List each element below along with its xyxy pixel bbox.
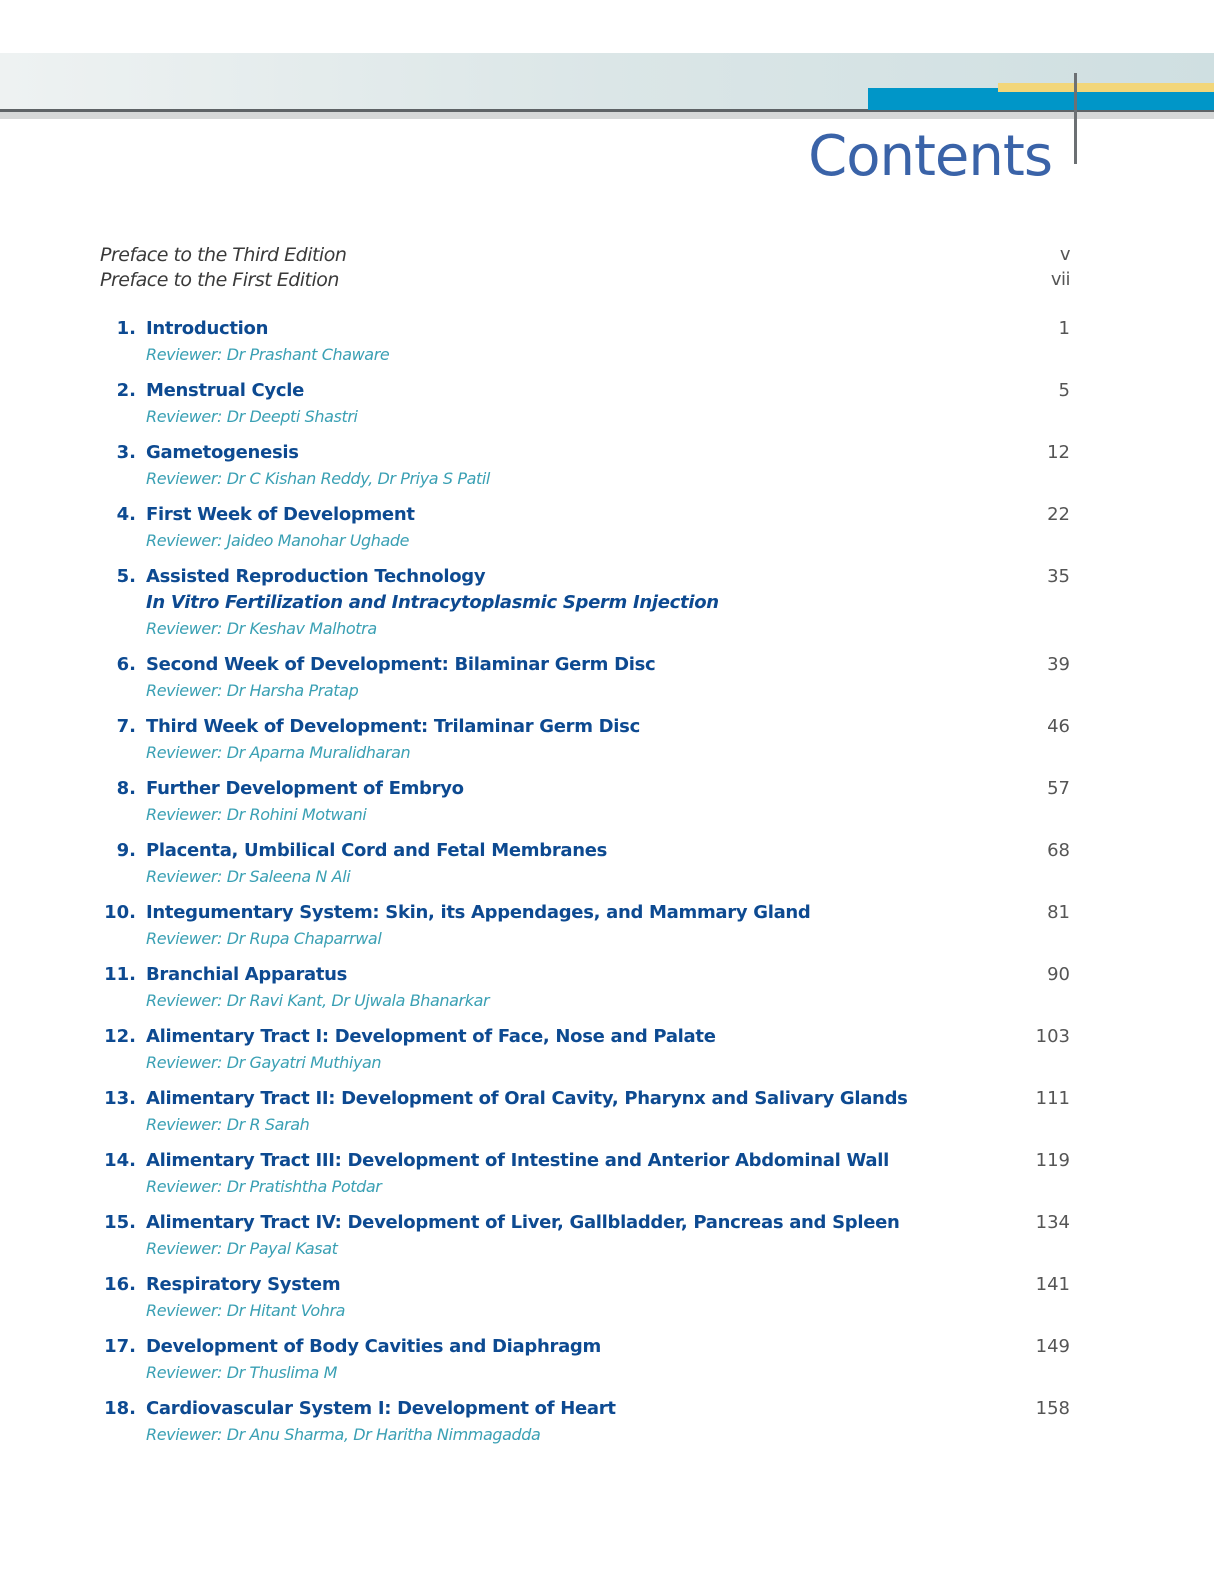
chapter-number: 13. [104, 1088, 136, 1109]
chapter-title[interactable]: Integumentary System: Skin, its Appendages, and Mammary Gland [146, 902, 811, 923]
chapter-entry[interactable] [100, 962, 1070, 1014]
chapter-title[interactable]: Menstrual Cycle [146, 380, 305, 401]
chapter-reviewer: Reviewer: Dr Thuslima M [146, 1363, 338, 1382]
chapter-page: 22 [1047, 504, 1070, 525]
chapter-number: 17. [104, 1336, 136, 1357]
chapter-page: 90 [1047, 964, 1070, 985]
chapter-reviewer: Reviewer: Dr Pratishtha Potdar [146, 1177, 382, 1196]
chapter-title[interactable]: Branchial Apparatus [146, 964, 348, 985]
chapter-entry[interactable] [100, 564, 1070, 642]
chapter-reviewer: Reviewer: Dr Rohini Motwani [146, 805, 367, 824]
chapter-reviewer: Reviewer: Dr Deepti Shastri [146, 407, 358, 426]
preface-page: vii [1050, 269, 1070, 290]
chapter-entry[interactable] [100, 714, 1070, 766]
chapter-number: 7. [116, 716, 136, 737]
header-vertical-rule [1074, 73, 1077, 164]
chapter-page: 134 [1035, 1212, 1070, 1233]
chapter-title[interactable]: Assisted Reproduction Technology [146, 566, 486, 587]
chapter-page: 68 [1047, 840, 1070, 861]
preface-entry[interactable] [100, 269, 1070, 291]
chapter-page: 12 [1047, 442, 1070, 463]
chapter-entry[interactable] [100, 838, 1070, 890]
chapter-entry[interactable] [100, 316, 1070, 368]
chapter-entry[interactable] [100, 440, 1070, 492]
chapter-page: 141 [1035, 1274, 1070, 1295]
chapter-page: 158 [1035, 1398, 1070, 1419]
chapter-page: 1 [1058, 318, 1070, 339]
chapter-entry[interactable] [100, 378, 1070, 430]
chapter-reviewer: Reviewer: Jaideo Manohar Ughade [146, 531, 410, 550]
chapter-title[interactable]: Alimentary Tract I: Development of Face, Nose and Palate [146, 1026, 716, 1047]
chapter-title[interactable]: Respiratory System [146, 1274, 341, 1295]
chapter-number: 4. [116, 504, 136, 525]
chapter-entry[interactable] [100, 1024, 1070, 1076]
chapter-number: 12. [104, 1026, 136, 1047]
chapter-entry[interactable] [100, 900, 1070, 952]
chapter-page: 119 [1035, 1150, 1070, 1171]
chapter-number: 10. [104, 902, 136, 923]
chapter-page: 103 [1035, 1026, 1070, 1047]
header-shadow [0, 112, 1214, 119]
chapter-reviewer: Reviewer: Dr Harsha Pratap [146, 681, 359, 700]
contents-list [100, 316, 1070, 1458]
chapter-title[interactable]: Cardiovascular System I: Development of Heart [146, 1398, 616, 1419]
chapter-entry[interactable] [100, 502, 1070, 554]
chapter-title[interactable]: Alimentary Tract IV: Development of Liver, Gallbladder, Pancreas and Spleen [146, 1212, 900, 1233]
preface-page: v [1059, 244, 1070, 265]
chapter-number: 1. [116, 318, 136, 339]
page-title: Contents [808, 124, 1052, 189]
chapter-number: 6. [116, 654, 136, 675]
chapter-reviewer: Reviewer: Dr Rupa Chaparrwal [146, 929, 382, 948]
chapter-number: 16. [104, 1274, 136, 1295]
header-yellow-bar [998, 83, 1214, 92]
chapter-entry[interactable] [100, 1334, 1070, 1386]
chapter-reviewer: Reviewer: Dr Prashant Chaware [146, 345, 390, 364]
chapter-reviewer: Reviewer: Dr Gayatri Muthiyan [146, 1053, 382, 1072]
chapter-number: 14. [104, 1150, 136, 1171]
chapter-reviewer: Reviewer: Dr Anu Sharma, Dr Haritha Nimmagadda [146, 1425, 541, 1444]
chapter-page: 35 [1047, 566, 1070, 587]
chapter-number: 9. [116, 840, 136, 861]
chapter-number: 11. [104, 964, 136, 985]
chapter-entry[interactable] [100, 1086, 1070, 1138]
chapter-entry[interactable] [100, 652, 1070, 704]
chapter-number: 15. [104, 1212, 136, 1233]
chapter-number: 18. [104, 1398, 136, 1419]
chapter-page: 46 [1047, 716, 1070, 737]
chapter-reviewer: Reviewer: Dr Aparna Muralidharan [146, 743, 411, 762]
chapter-reviewer: Reviewer: Dr C Kishan Reddy, Dr Priya S Patil [146, 469, 490, 488]
chapter-title[interactable]: Third Week of Development: Trilaminar Germ Disc [146, 716, 640, 737]
chapter-title[interactable]: Introduction [146, 318, 269, 339]
chapter-reviewer: Reviewer: Dr Ravi Kant, Dr Ujwala Bhanarkar [146, 991, 490, 1010]
chapter-reviewer: Reviewer: Dr Keshav Malhotra [146, 619, 377, 638]
chapter-reviewer: Reviewer: Dr Payal Kasat [146, 1239, 338, 1258]
chapter-reviewer: Reviewer: Dr Hitant Vohra [146, 1301, 346, 1320]
chapter-title[interactable]: Gametogenesis [146, 442, 299, 463]
chapter-subtitle: In Vitro Fertilization and Intracytoplasmic Sperm Injection [146, 592, 719, 613]
chapter-page: 111 [1035, 1088, 1070, 1109]
chapter-title[interactable]: Placenta, Umbilical Cord and Fetal Membranes [146, 840, 608, 861]
preface-entry[interactable] [100, 244, 1070, 266]
chapter-number: 8. [116, 778, 136, 799]
chapter-number: 5. [116, 566, 136, 587]
chapter-title[interactable]: Alimentary Tract III: Development of Intestine and Anterior Abdominal Wall [146, 1150, 889, 1171]
chapter-page: 5 [1058, 380, 1070, 401]
chapter-entry[interactable] [100, 1396, 1070, 1448]
chapter-entry[interactable] [100, 1272, 1070, 1324]
chapter-page: 39 [1047, 654, 1070, 675]
chapter-page: 149 [1035, 1336, 1070, 1357]
chapter-number: 2. [116, 380, 136, 401]
chapter-number: 3. [116, 442, 136, 463]
chapter-reviewer: Reviewer: Dr Saleena N Ali [146, 867, 351, 886]
chapter-title[interactable]: Further Development of Embryo [146, 778, 464, 799]
chapter-entry[interactable] [100, 1148, 1070, 1200]
chapter-page: 57 [1047, 778, 1070, 799]
chapter-title[interactable]: Development of Body Cavities and Diaphragm [146, 1336, 601, 1357]
chapter-title[interactable]: First Week of Development [146, 504, 415, 525]
chapter-page: 81 [1047, 902, 1070, 923]
chapter-reviewer: Reviewer: Dr R Sarah [146, 1115, 310, 1134]
chapter-title[interactable]: Alimentary Tract II: Development of Oral Cavity, Pharynx and Salivary Glands [146, 1088, 908, 1109]
chapter-title[interactable]: Second Week of Development: Bilaminar Germ Disc [146, 654, 656, 675]
preface-label: Preface to the Third Edition [100, 244, 347, 266]
chapter-entry[interactable] [100, 776, 1070, 828]
chapter-entry[interactable] [100, 1210, 1070, 1262]
preface-label: Preface to the First Edition [100, 269, 339, 291]
